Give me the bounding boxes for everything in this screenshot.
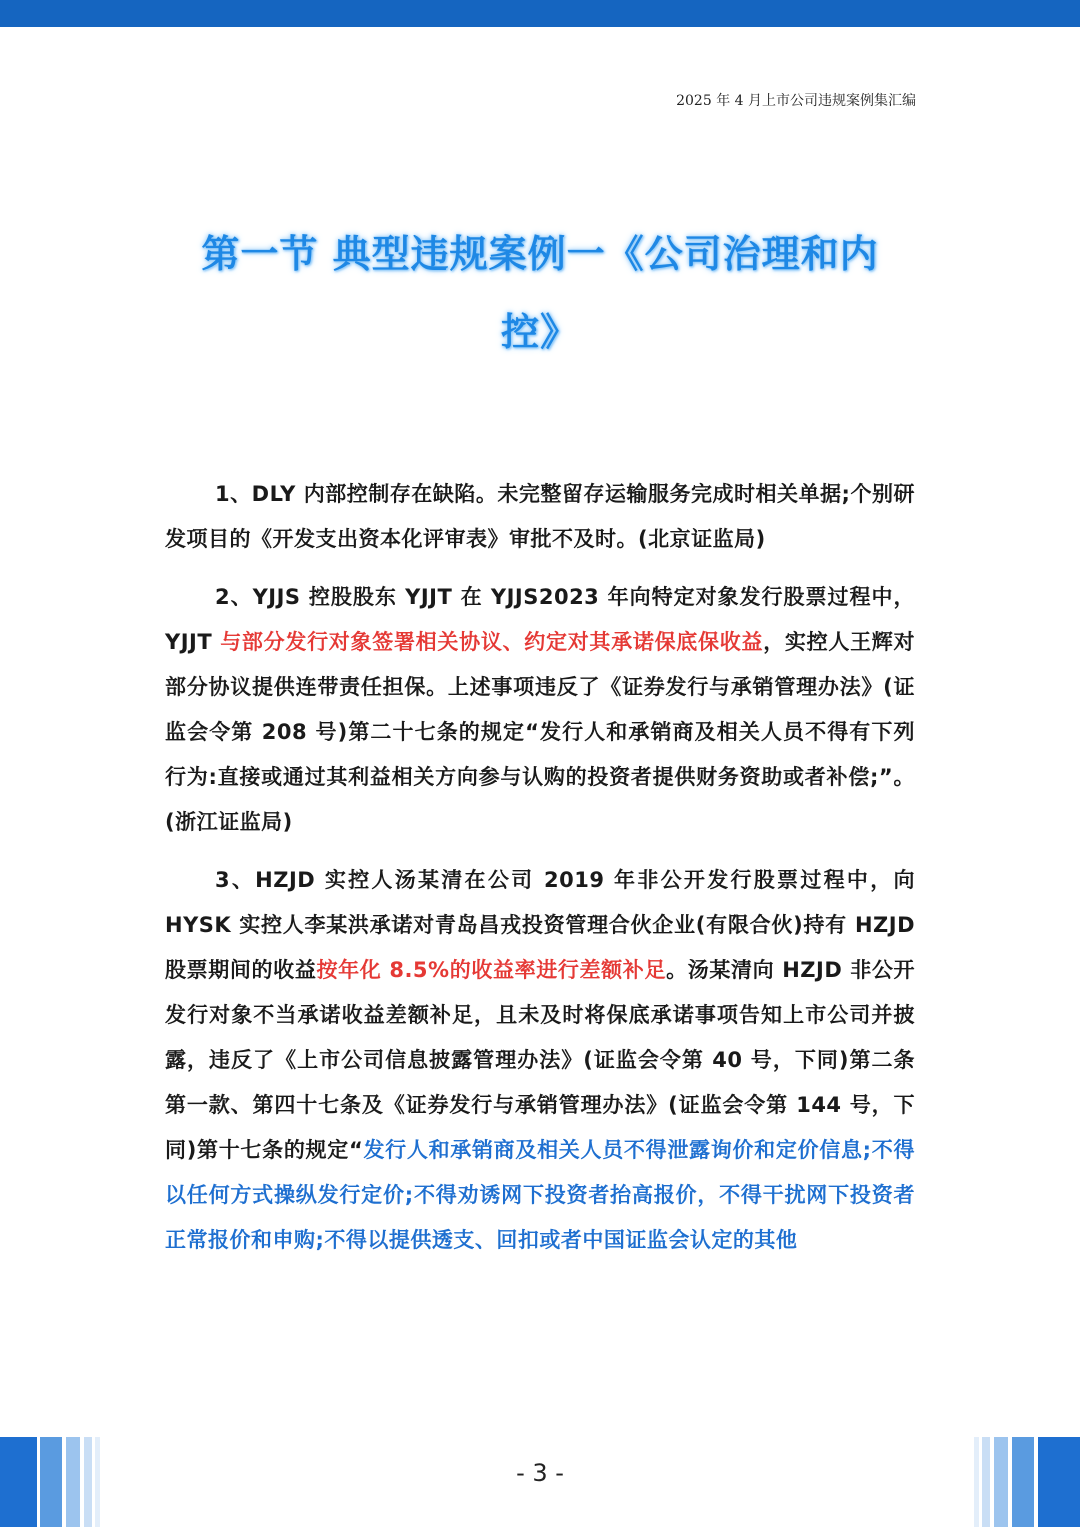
section-title-line-1: 第一节 典型违规案例一《公司治理和内 <box>201 231 879 276</box>
case-3-highlight: 按年化 8.5%的收益率进行差额补足 <box>316 958 667 982</box>
case-2-text-end: ，实控人王辉对部分协议提供连带责任担保。上述事项违反了《证券发行与承销管理办法》(证监会令第 208 号)第二十七条的规定“发行人和承销商及相关人员不得有下列行为:直接或通过其利益相关方向参与认购的投资者提供财务资助或者补偿;”。(浙江证监局) <box>165 630 916 834</box>
page-number: - 3 - <box>516 1459 564 1487</box>
case-3-text-mid: 。汤某清向 HZJD 非公开发行对象不当承诺收益差额补足，且未及时将保底承诺事项告知上市公司并披露，违反了《上市公司信息披露管理办法》(证监会令第 40 号，下同)第二条第一款、第四十七条及《证券发行与承销管理办法》(证监会令第 144 号，下同)第十七条的规定“ <box>165 958 916 1162</box>
section-title <box>150 215 930 371</box>
section-title-line-2: 控》 <box>500 309 579 354</box>
case-2-highlight: 与部分发行对象签署相关协议、约定对其承诺保底保收益 <box>220 630 764 654</box>
case-paragraph-2 <box>165 575 915 845</box>
running-header: 2025 年 4 月上市公司违规案例集汇编 <box>676 93 916 109</box>
case-1-text: 1、DLY 内部控制存在缺陷。未完整留存运输服务完成时相关单据;个别研发项目的《开发支出资本化评审表》审批不及时。(北京证监局) <box>165 482 915 551</box>
case-3-text-start: 3、HZJD 实控人汤某清在公司 2019 年非公开发行股票过程中，向HYSK 实控人李某洪承诺对青岛昌戎投资管理合伙企业(有限合伙)持有 HZJD 股票期间的收益 <box>165 868 915 982</box>
case-2-text-start: 2、YJJS 控股股东 YJJT 在 YJJS2023 年向特定对象发行股票过程中，YJJT <box>165 585 915 654</box>
case-paragraph-3 <box>165 858 915 1263</box>
document-body <box>165 472 915 1276</box>
top-color-bar <box>0 0 1080 27</box>
case-paragraph-1 <box>165 472 915 562</box>
case-3-quote: 发行人和承销商及相关人员不得泄露询价和定价信息;不得以任何方式操纵发行定价;不得劝诱网下投资者抬高报价，不得干扰网下投资者正常报价和申购;不得以提供透支、回扣或者中国证监会认定的其他 <box>165 1138 915 1252</box>
